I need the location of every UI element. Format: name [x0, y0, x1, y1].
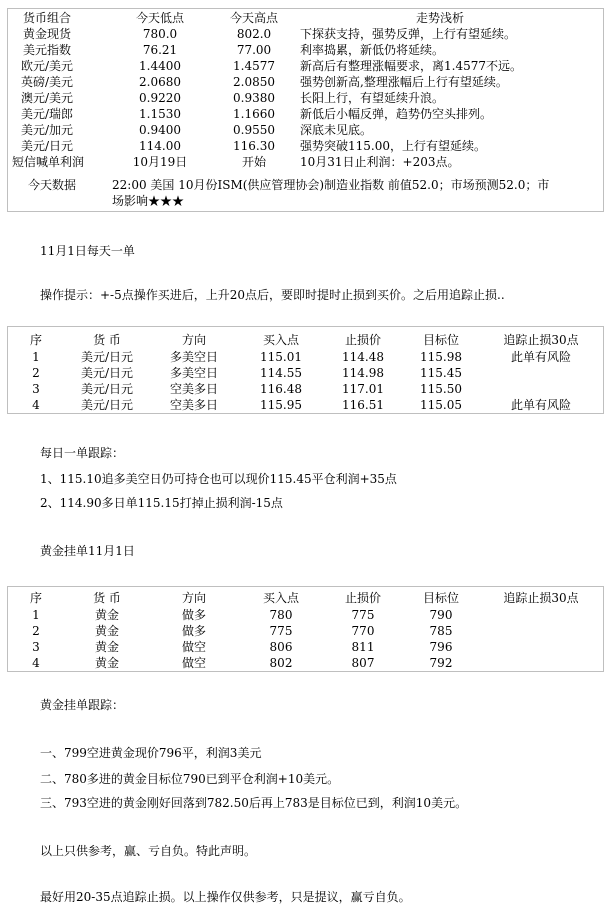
currency: 美元/日元: [80, 398, 134, 412]
gold-follow-title: 黄金挂单跟踪：: [40, 698, 125, 712]
market-row: [8, 106, 603, 122]
header-direction: 方向: [181, 333, 206, 347]
daily-title: 11月1日每天一单: [40, 244, 135, 258]
analysis: 深底未见底。: [300, 123, 373, 137]
analysis: 长阳上行，有望延续升浪。: [300, 91, 445, 105]
short-order-label: 短信喊单利润: [12, 155, 85, 169]
target: 115.98: [420, 350, 462, 364]
currency: 黄金: [94, 624, 119, 638]
stop: 116.51: [342, 398, 384, 412]
seq: 1: [32, 608, 40, 622]
entry: 780: [269, 608, 293, 622]
header-currency: 货 币: [93, 333, 121, 347]
seq: 2: [32, 366, 40, 380]
today-data-label: 今天数据: [28, 178, 77, 192]
target: 790: [429, 608, 453, 622]
currency: 黄金: [94, 608, 119, 622]
entry: 775: [269, 624, 293, 638]
today-data-line2: 场影响★★★: [112, 194, 185, 208]
low: 2.0680: [139, 75, 181, 89]
high: 1.1660: [233, 107, 275, 121]
target: 115.45: [420, 366, 462, 380]
daily-tip: 操作提示：+-5点操作买进后，上升20点后，要即时提时止损到买价。之后用追踪止损..: [40, 288, 505, 302]
target: 115.50: [420, 382, 462, 396]
stop: 114.48: [342, 350, 384, 364]
entry: 115.01: [260, 350, 302, 364]
market-row: [8, 42, 603, 58]
gold-row: [8, 639, 603, 655]
short-order-start: 开始: [241, 155, 266, 169]
seq: 2: [32, 624, 40, 638]
high: 802.0: [236, 27, 272, 41]
header-analysis: 走势浅析: [416, 11, 465, 25]
seq: 1: [32, 350, 40, 364]
header-trailing: 追踪止损30点: [503, 591, 579, 605]
daily-follow-item: 2、114.90多日单115.15打掉止损利润-15点: [40, 496, 283, 510]
gold-follow-item: 三、793空进的黄金刚好回落到782.50后再上783是目标位已到，利润10美元。: [40, 796, 468, 810]
direction: 空美多日: [169, 382, 218, 396]
disclaimer: 以上只供参考，赢、亏自负。特此声明。: [40, 844, 257, 858]
risk-note: 此单有风险: [510, 350, 571, 364]
gold-order-table: [7, 586, 604, 672]
seq: 4: [32, 656, 40, 670]
header-target: 目标位: [422, 591, 459, 605]
header-currency: 货 币: [93, 591, 121, 605]
header-trailing: 追踪止损30点: [503, 333, 579, 347]
daily-row: [8, 381, 603, 397]
daily-order-table: [7, 326, 604, 414]
market-row: [8, 58, 603, 74]
target: 796: [429, 640, 453, 654]
market-row: [8, 90, 603, 106]
header-low: 今天低点: [135, 11, 184, 25]
direction: 做空: [181, 640, 206, 654]
stop: 117.01: [342, 382, 384, 396]
high: 77.00: [236, 43, 272, 57]
stop: 770: [351, 624, 375, 638]
direction: 空美多日: [169, 398, 218, 412]
direction: 多美空日: [169, 366, 218, 380]
header-entry: 买入点: [262, 591, 299, 605]
pair: 美元/瑞郎: [20, 107, 74, 121]
low: 0.9400: [139, 123, 181, 137]
header-pair: 货币组合: [22, 11, 71, 25]
seq: 3: [32, 382, 40, 396]
today-data-row-2: [8, 193, 603, 209]
pair: 澳元/美元: [20, 91, 74, 105]
header-direction: 方向: [181, 591, 206, 605]
seq: 3: [32, 640, 40, 654]
today-data-line1: 22:00 美国 10月份ISM(供应管理协会)制造业指数 前值52.0；市场预测52.0；市: [112, 178, 550, 192]
high: 0.9550: [233, 123, 275, 137]
currency: 美元/日元: [80, 382, 134, 396]
direction: 做多: [181, 608, 206, 622]
entry: 115.95: [260, 398, 302, 412]
currency: 黄金: [94, 640, 119, 654]
currency: 美元/日元: [80, 366, 134, 380]
pair: 黄金现货: [22, 27, 71, 41]
direction: 多美空日: [169, 350, 218, 364]
short-order-row: [8, 154, 603, 170]
header-entry: 买入点: [262, 333, 299, 347]
daily-row: [8, 397, 603, 413]
entry: 802: [269, 656, 293, 670]
gold-row: [8, 623, 603, 639]
daily-follow-item: 1、115.10追多美空日仍可持仓也可以现价115.45平仓利润+35点: [40, 472, 397, 486]
target: 785: [429, 624, 453, 638]
gold-row: [8, 655, 603, 671]
risk-note: 此单有风险: [510, 398, 571, 412]
gold-title: 黄金挂单11月1日: [40, 544, 135, 558]
market-table: [7, 8, 604, 212]
gold-row: [8, 607, 603, 623]
analysis: 下探获支持，强势反弹，上行有望延续。: [300, 27, 517, 41]
market-header-row: [8, 10, 603, 26]
gold-follow-item: 一、799空进黄金现价796平，利润3美元: [40, 746, 262, 760]
daily-header-row: [8, 332, 603, 348]
daily-row: [8, 365, 603, 381]
pair: 美元/日元: [20, 139, 74, 153]
stop: 114.98: [342, 366, 384, 380]
header-seq: 序: [29, 591, 42, 605]
market-row: [8, 74, 603, 90]
stop: 775: [351, 608, 375, 622]
market-row: [8, 122, 603, 138]
pair: 美元/加元: [20, 123, 74, 137]
today-data-row: [8, 177, 603, 193]
header-stop: 止损价: [344, 591, 381, 605]
target: 792: [429, 656, 453, 670]
high: 116.30: [233, 139, 275, 153]
pair: 英磅/美元: [20, 75, 74, 89]
direction: 做多: [181, 624, 206, 638]
low: 1.1530: [139, 107, 181, 121]
gold-header-row: [8, 590, 603, 606]
short-order-profit: 10月31日止利润：+203点。: [300, 155, 460, 169]
short-order-start-date: 10月19日: [132, 155, 188, 169]
currency: 黄金: [94, 656, 119, 670]
currency: 美元/日元: [80, 350, 134, 364]
stop: 811: [351, 640, 375, 654]
low: 1.4400: [139, 59, 181, 73]
analysis: 强势创新高,整理涨幅后上行有望延续。: [300, 75, 508, 89]
disclaimer-trailing-stop: 最好用20-35点追踪止损。以上操作仅供参考，只是提议，赢亏自负。: [40, 890, 411, 904]
low: 76.21: [142, 43, 178, 57]
direction: 做空: [181, 656, 206, 670]
header-high: 今天高点: [229, 11, 278, 25]
entry: 114.55: [260, 366, 302, 380]
pair: 欧元/美元: [20, 59, 74, 73]
entry: 116.48: [260, 382, 302, 396]
daily-row: [8, 349, 603, 365]
analysis: 新低后小幅反弹，趋势仍空头排列。: [300, 107, 493, 121]
analysis: 强势突破115.00，上行有望延续。: [300, 139, 486, 153]
analysis: 利率捣累，新低仍将延续。: [300, 43, 445, 57]
stop: 807: [351, 656, 375, 670]
low: 0.9220: [139, 91, 181, 105]
analysis: 新高后有整理涨幅要求，离1.4577不远。: [300, 59, 522, 73]
target: 115.05: [420, 398, 462, 412]
seq: 4: [32, 398, 40, 412]
high: 2.0850: [233, 75, 275, 89]
header-target: 目标位: [422, 333, 459, 347]
low: 114.00: [139, 139, 181, 153]
high: 1.4577: [233, 59, 275, 73]
header-seq: 序: [29, 333, 42, 347]
market-row: [8, 26, 603, 42]
entry: 806: [269, 640, 293, 654]
low: 780.0: [142, 27, 178, 41]
pair: 美元指数: [22, 43, 71, 57]
high: 0.9380: [233, 91, 275, 105]
market-row: [8, 138, 603, 154]
header-stop: 止损价: [344, 333, 381, 347]
gold-follow-item: 二、780多进的黄金目标位790已到平仓利润+10美元。: [40, 772, 340, 786]
daily-follow-title: 每日一单跟踪：: [40, 446, 125, 460]
